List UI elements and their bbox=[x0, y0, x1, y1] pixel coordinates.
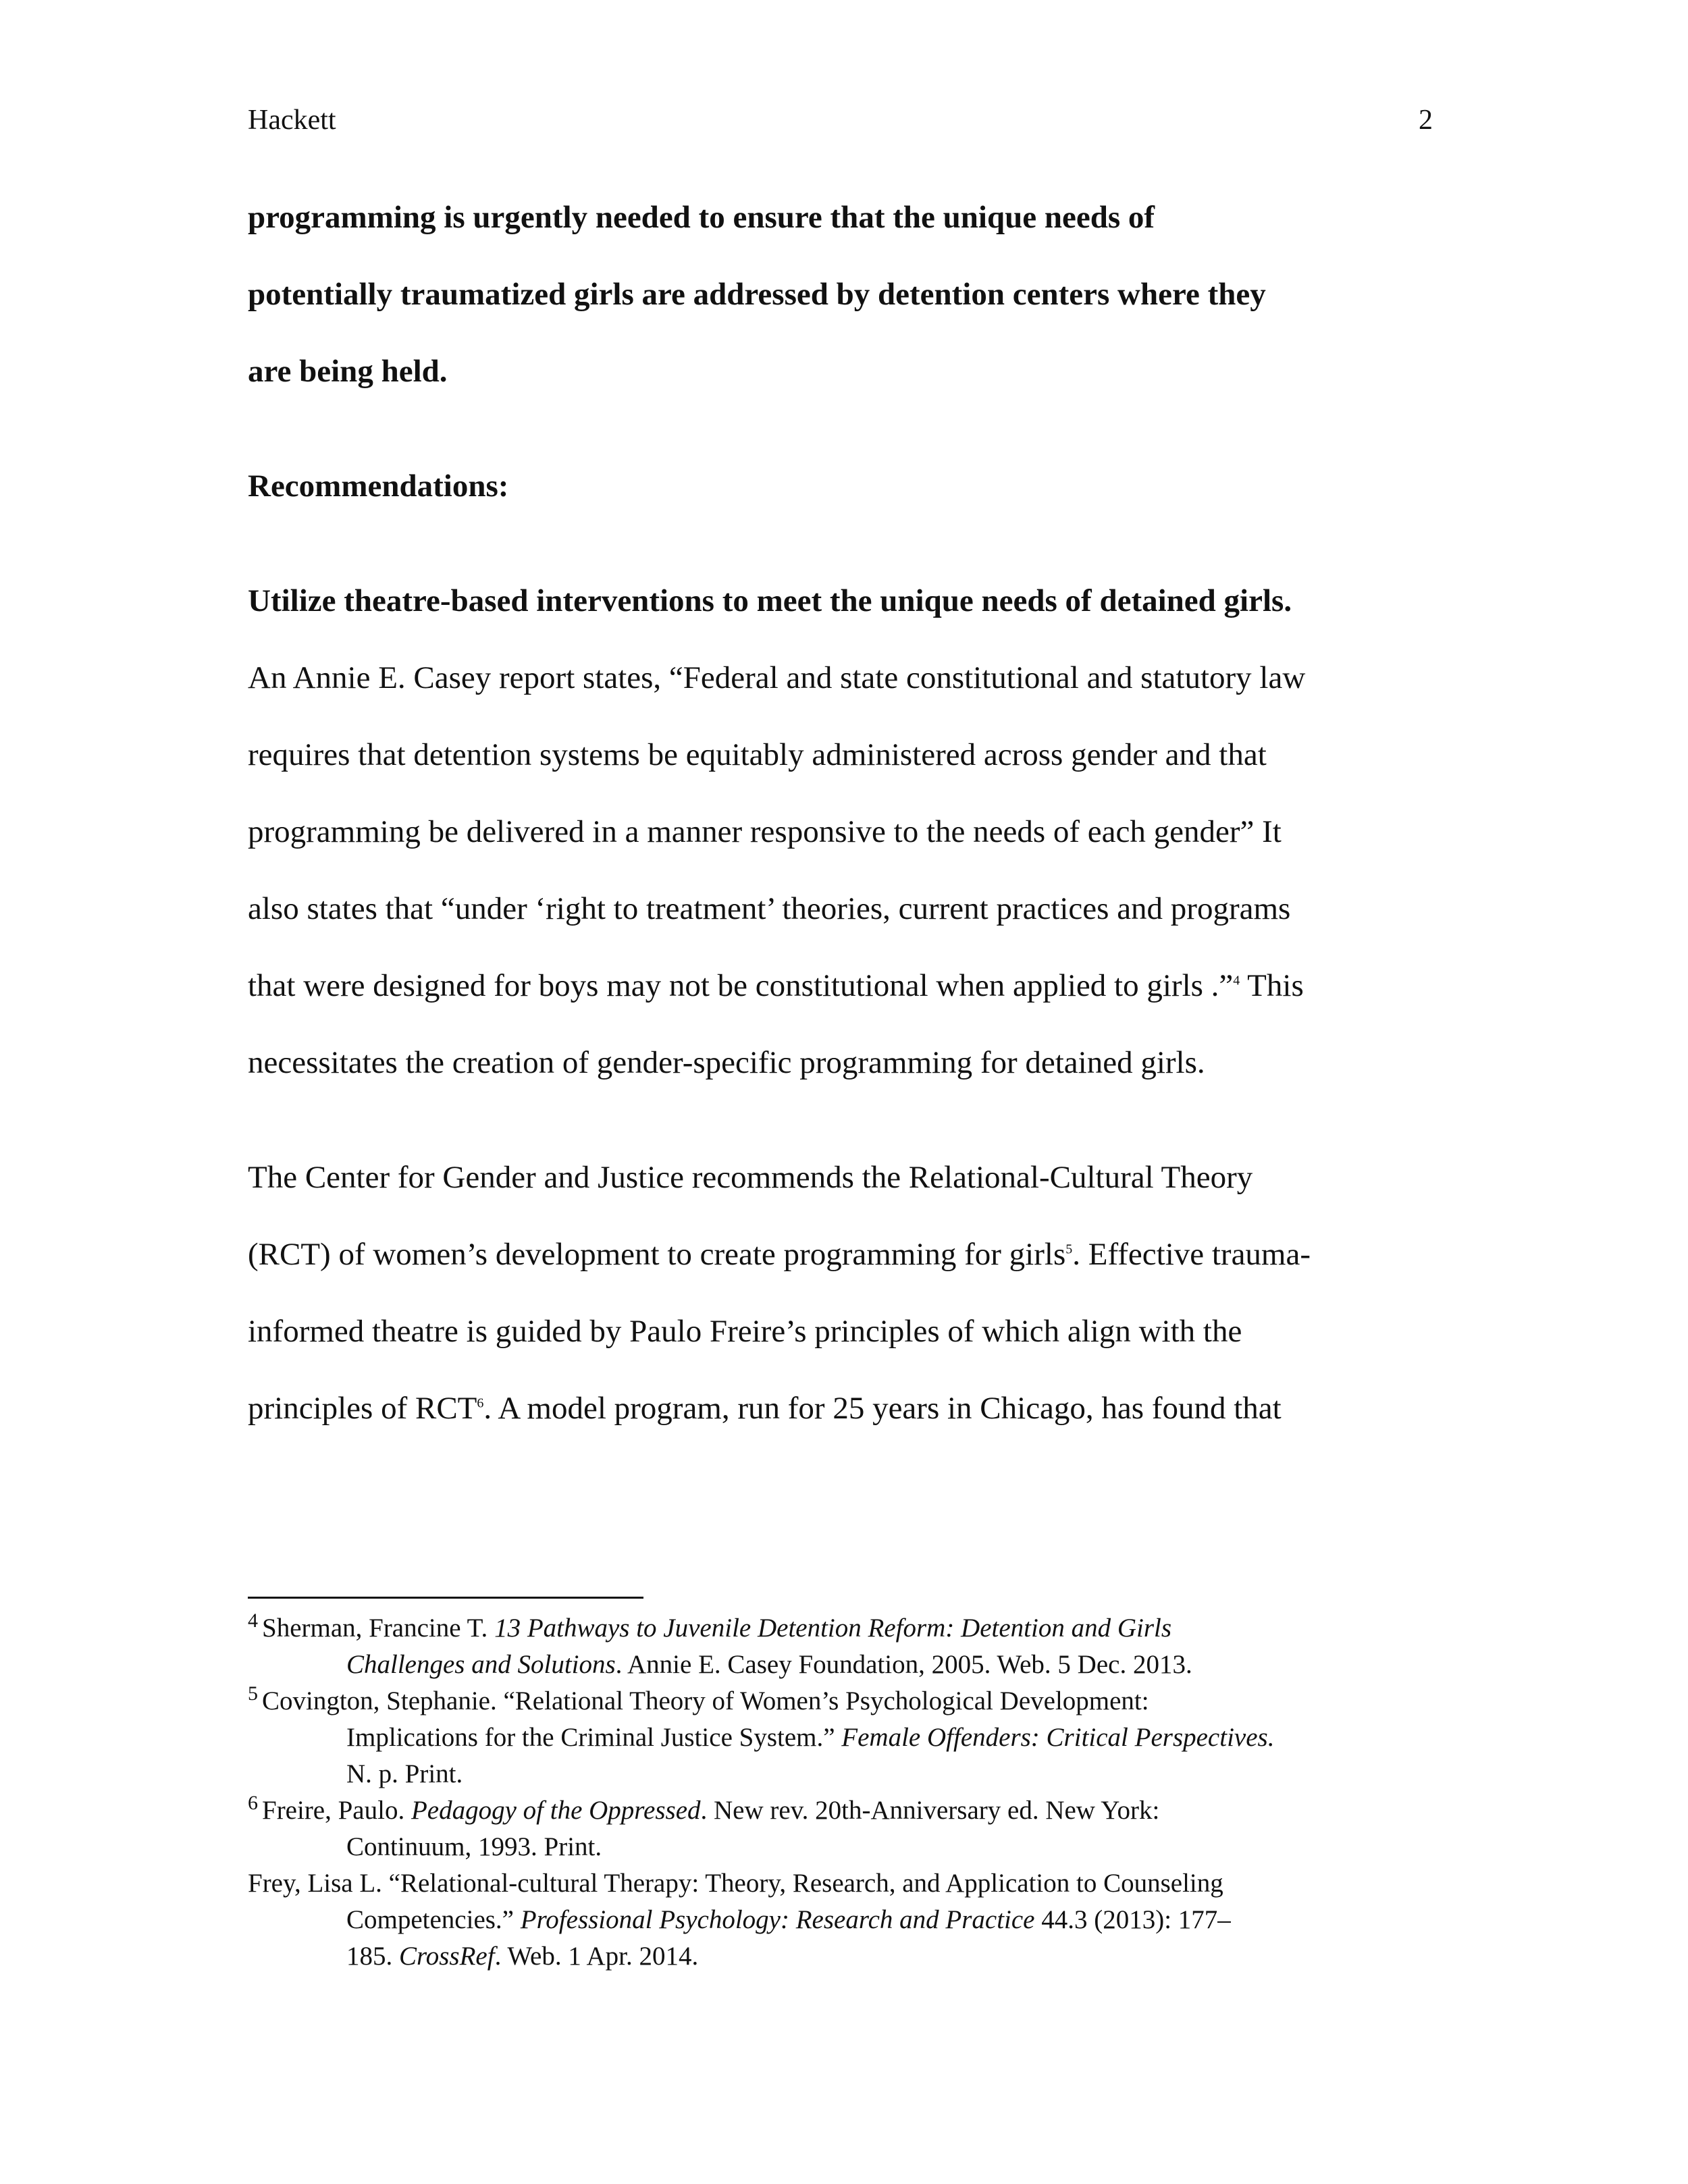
paragraph2-line-2 bbox=[248, 1233, 1440, 1310]
page-number: 2 bbox=[1419, 105, 1433, 136]
recommendations-heading: Recommendations: bbox=[248, 469, 509, 504]
footnote-4-author: Sherman, Francine T. bbox=[262, 1614, 495, 1643]
paragraph2-line-4-tail: . A model program, run for 25 years in Chicago, has found that bbox=[483, 1391, 1282, 1426]
paragraph1-line-2: requires that detention systems be equitably administered across gender and that bbox=[248, 737, 1267, 772]
paragraph1-line-4: also states that “under ‘right to treatment’ theories, current practices and programs bbox=[248, 891, 1291, 926]
paragraph1-line-3: programming be delivered in a manner responsive to the needs of each gender” It bbox=[248, 814, 1282, 849]
paragraph1-line-6: necessitates the creation of gender-specific programming for detained girls. bbox=[248, 1045, 1205, 1080]
paragraph2-line-3: informed theatre is guided by Paulo Freire’s principles of which align with the bbox=[248, 1314, 1242, 1349]
footnote-frey-database: CrossRef bbox=[399, 1942, 495, 1971]
paragraph2-line-4-text: principles of RCT bbox=[248, 1391, 477, 1426]
footnote-separator bbox=[248, 1597, 643, 1599]
footnote-4-number: 4 bbox=[248, 1609, 258, 1632]
footnote-6-line-2: Continuum, 1993. Print. bbox=[346, 1832, 602, 1861]
footnote-4-rest: . Annie E. Casey Foundation, 2005. Web. 5 Dec. 2013. bbox=[615, 1650, 1192, 1679]
footnote-6-number: 6 bbox=[248, 1792, 258, 1814]
paragraph2-line-2-tail: . Effective trauma- bbox=[1072, 1237, 1311, 1272]
footnote-frey-line-2: Competencies.” bbox=[346, 1905, 521, 1934]
footnote-6-author: Freire, Paulo. bbox=[262, 1796, 411, 1825]
footnote-frey-pages: 185. bbox=[346, 1942, 399, 1971]
footnote-5-line-2: Implications for the Criminal Justice System.” bbox=[346, 1723, 842, 1752]
paragraph1-line-5-tail: This bbox=[1240, 968, 1304, 1003]
footnote-4-title-cont: Challenges and Solutions bbox=[346, 1650, 616, 1679]
footnote-5-number: 5 bbox=[248, 1682, 258, 1705]
footnote-5 bbox=[248, 1683, 1440, 1792]
paragraph1-line-5-text: that were designed for boys may not be constitutional when applied to girls .” bbox=[248, 968, 1234, 1003]
footnote-frey-volume: 44.3 (2013): 177– bbox=[1034, 1905, 1231, 1934]
paragraph1-line-1: An Annie E. Casey report states, “Federal and state constitutional and statutory law bbox=[248, 660, 1306, 695]
footnotes bbox=[248, 1610, 1440, 1975]
running-header-author: Hackett bbox=[248, 105, 336, 136]
footnote-frey-journal: Professional Psychology: Research and Practice bbox=[520, 1905, 1035, 1934]
footnote-4-title: 13 Pathways to Juvenile Detention Reform: Detention and Girls bbox=[494, 1614, 1172, 1643]
footnote-5-source: Female Offenders: Critical Perspectives. bbox=[841, 1723, 1275, 1752]
footnote-ref-4: 4 bbox=[1233, 973, 1240, 988]
intro-line-3: are being held. bbox=[248, 354, 448, 389]
paragraph2-line-4 bbox=[248, 1387, 1440, 1464]
section-subheading: Utilize theatre-based interventions to meet the unique needs of detained girls. bbox=[248, 583, 1292, 618]
footnote-frey-line-1: Frey, Lisa L. “Relational-cultural Therapy: Theory, Research, and Application to Counseling bbox=[248, 1869, 1223, 1898]
footnote-6-title: Pedagogy of the Oppressed bbox=[411, 1796, 701, 1825]
paragraph2-line-2-text: (RCT) of women’s development to create programming for girls bbox=[248, 1237, 1066, 1272]
footnote-5-line-3: N. p. Print. bbox=[346, 1759, 463, 1788]
body-text bbox=[248, 196, 1440, 1464]
footnote-6 bbox=[248, 1792, 1440, 1865]
footnote-frey bbox=[248, 1865, 1440, 1975]
footnote-ref-5: 5 bbox=[1065, 1242, 1073, 1257]
footnote-5-line-1: Covington, Stephanie. “Relational Theory of Women’s Psychological Development: bbox=[262, 1686, 1149, 1715]
paragraph2-line-1: The Center for Gender and Justice recommends the Relational-Cultural Theory bbox=[248, 1160, 1253, 1195]
footnote-frey-access: . Web. 1 Apr. 2014. bbox=[494, 1942, 699, 1971]
intro-line-2: potentially traumatized girls are addressed by detention centers where they bbox=[248, 277, 1266, 312]
footnote-4 bbox=[248, 1610, 1440, 1683]
paragraph1-line-5 bbox=[248, 964, 1440, 1041]
footnote-ref-6: 6 bbox=[477, 1395, 484, 1411]
footnote-6-rest: . New rev. 20th-Anniversary ed. New York: bbox=[700, 1796, 1160, 1825]
intro-line-1: programming is urgently needed to ensure that the unique needs of bbox=[248, 200, 1155, 235]
